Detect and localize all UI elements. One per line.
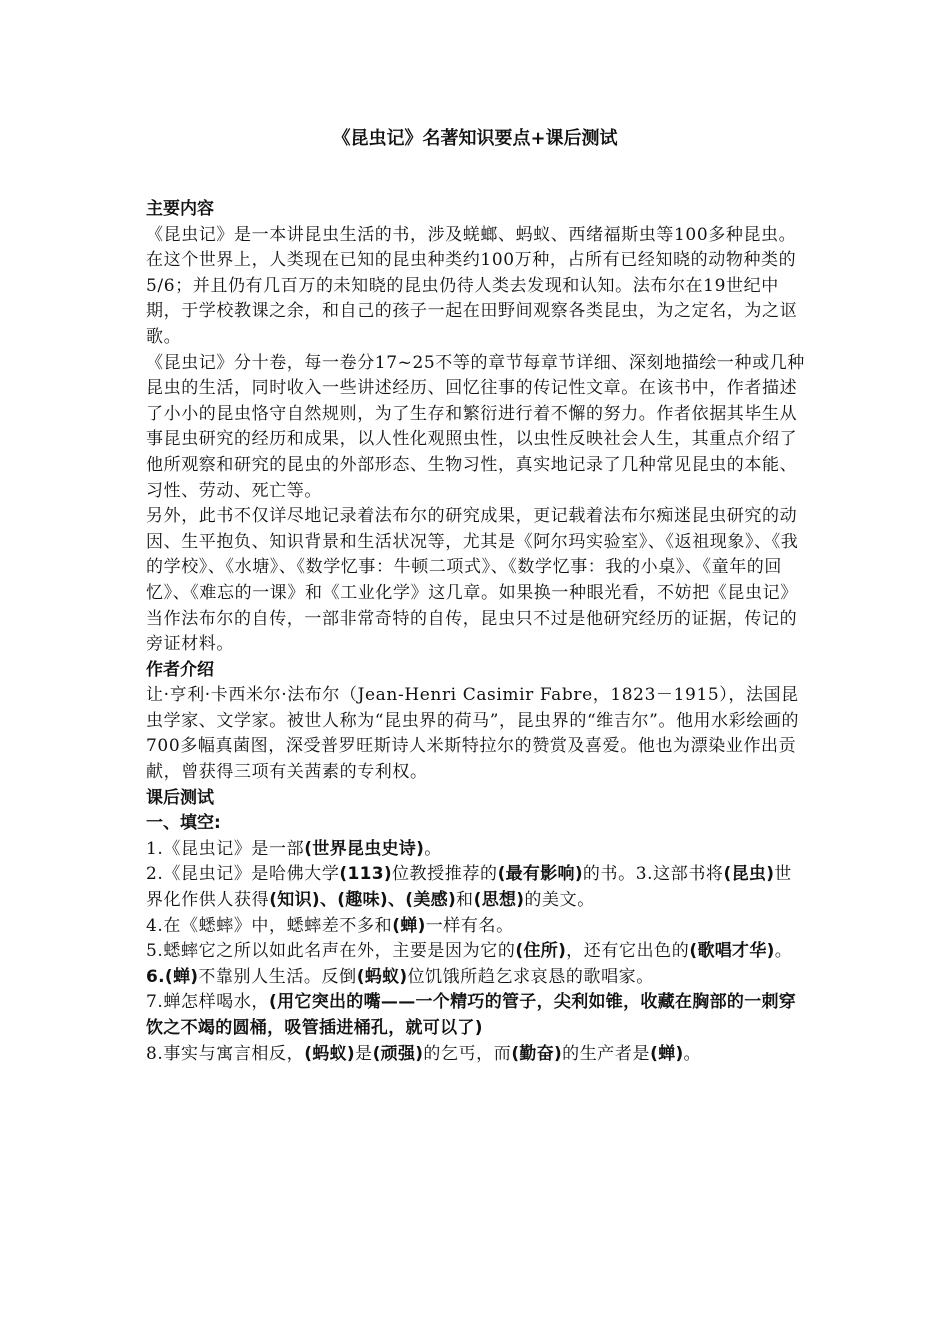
quiz-question-1 <box>146 837 806 863</box>
question-text: 5.蟋蟀它之所以如此名声在外，主要是因为它的 <box>146 941 516 962</box>
section-heading-main-content: 主要内容 <box>146 199 214 219</box>
question-text: 的生产者是 <box>562 1043 651 1064</box>
question-text: 7.蝉怎样喝水， <box>146 992 270 1013</box>
question-text: 和 <box>456 890 474 911</box>
answer-text: (用它突出的嘴——一个精巧的管子，尖利如锥，收藏在胸部的一刺穿饮之不竭的圆桶，吸管插进桶孔，就可以了) <box>146 992 797 1038</box>
document-title: 《昆虫记》名著知识要点+课后测试 <box>332 128 618 149</box>
question-text: 一样有名。 <box>425 915 514 936</box>
answer-text: (勤奋) <box>511 1043 563 1064</box>
question-text: 8.事实与寓言相反， <box>146 1043 305 1064</box>
paragraph-main-content-3: 另外，此书不仅详尽地记录着法布尔的研究成果，更记载着法布尔痴迷昆虫研究的动因、生平抱负、知识背景和生活状况等，尤其是《阿尔玛实验室》、《返祖现象》、《我的学校》、《水塘》、《数学忆事：牛顿二项式》、《数学忆事：我的小桌》、《童年的回忆》、《难忘的一课》和《工业化学》这几章。如果换一种眼光看，不妨把《昆虫记》当作法布尔的自传，一部非常奇特的自传，昆虫只不过是他研究经历的证据，传记的旁证材料。 <box>146 506 799 655</box>
answer-text: (住所) <box>515 941 567 962</box>
question-text: 。 <box>424 838 442 859</box>
answer-text: (昆虫) <box>723 864 775 885</box>
answer-text: (世界昆虫史诗) <box>304 838 425 859</box>
quiz-subheading-fill-in: 一、填空: <box>146 813 221 834</box>
answer-text: (蝉) <box>650 1043 684 1064</box>
question-text: 位饥饿所趋乞求哀恳的歌唱家。 <box>407 966 654 987</box>
question-text: 。 <box>683 1043 702 1064</box>
quiz-question-6 <box>146 965 806 991</box>
answer-text: (113) <box>339 864 392 885</box>
question-text: 2.《昆虫记》是哈佛大学 <box>146 864 340 885</box>
answer-text: (顽强) <box>372 1043 424 1064</box>
answer-text: (思想) <box>473 890 525 911</box>
document-body <box>146 197 806 1067</box>
quiz-question-2 <box>146 862 806 913</box>
question-text: 1.《昆虫记》是一部 <box>146 838 305 859</box>
answer-text: (蝉) <box>392 915 426 936</box>
quiz-question-8 <box>146 1042 806 1068</box>
answer-text: (知识)、(趣味)、(美感) <box>269 890 457 911</box>
question-text: ，还有它出色的 <box>566 941 690 962</box>
paragraph-author-intro: 让·亨利·卡西米尔·法布尔（Jean-Henri Casimir Fabre，1823－1915），法国昆虫学家、文学家。被世人称为“昆虫界的荷马”，昆虫界的“维吉尔”。他用水彩绘画的700多幅真菌图，深受普罗旺斯诗人米斯特拉尔的赞赏及喜爱。他也为漂染业作出贡献，曾获得三项有关茜素的专利权。 <box>146 685 800 783</box>
answer-text: (歌唱才华) <box>689 941 775 962</box>
quiz-question-7 <box>146 990 806 1041</box>
question-text: 世界化作供人获得 <box>146 864 792 911</box>
question-text: 不靠别人生活。反倒 <box>198 966 357 987</box>
quiz-question-5 <box>146 939 806 965</box>
question-text: 的书。3.这部书将 <box>582 864 724 885</box>
question-text: 的乞丐，而 <box>423 1043 512 1064</box>
section-heading-quiz: 课后测试 <box>146 787 214 808</box>
section-heading-author: 作者介绍 <box>146 659 214 680</box>
paragraph-main-content-1: 《昆虫记》是一本讲昆虫生活的书，涉及蜣螂、蚂蚁、西绪福斯虫等100多种昆虫。在这个世界上，人类现在已知的昆虫种类约100万种，占所有已经知晓的动物种类的5/6；并且仍有几百万的未知晓的昆虫仍待人类去发现和认知。法布尔在19世纪中期，于学校教课之余，和自己的孩子一起在田野间观察各类昆虫，为之定名，为之讴歌。 <box>146 224 798 347</box>
question-text: 是 <box>354 1043 373 1064</box>
question-text: 。 <box>774 941 793 962</box>
question-text: 位教授推荐的 <box>391 864 498 885</box>
paragraph-main-content-2: 《昆虫记》分十卷，每一卷分17~25不等的章节每章节详细、深刻地描绘一种或几种昆虫的生活，同时收入一些讲述经历、回忆往事的传记性文章。在该书中，作者描述了小小的昆虫恪守自然规则，为了生存和繁衍进行着不懈的努力。作者依据其毕生从事昆虫研究的经历和成果，以人性化观照虫性，以虫性反映社会人生，其重点介绍了他所观察和研究的昆虫的外部形态、生物习性，真实地记录了几种常见昆虫的本能、习性、劳动、死亡等。 <box>146 352 805 501</box>
question-text: 的美文。 <box>524 890 595 911</box>
quiz-question-4 <box>146 914 806 940</box>
answer-text: (蚂蚁) <box>356 966 408 987</box>
answer-text: 6.(蝉) <box>146 966 199 987</box>
answer-text: (蚂蚁) <box>304 1043 355 1064</box>
answer-text: (最有影响) <box>497 864 583 885</box>
question-text: 4.在《蟋蟀》中，蟋蟀差不多和 <box>146 915 393 936</box>
